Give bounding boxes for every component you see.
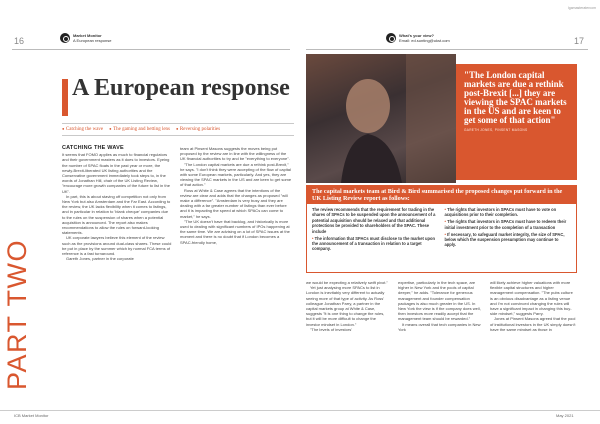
left-section-header [60, 33, 111, 43]
summary-bullet: • The rights that investors in SPACs must have to vote on acquisitions prior to their completion. [445, 207, 572, 218]
subtopic-item: ● Catching the wave [62, 126, 103, 132]
article-column-4 [398, 280, 482, 332]
paragraph: "The UK doesn't have that backlog, and historically is more used to dealing with significant numbers of IPOs happening at the same time. We are advising on a lot of SPAC issues at the moment and there is no doubt that if London becomes a SPAC-friendly home, [180, 218, 290, 245]
magnifier-icon [386, 33, 396, 43]
paragraph: "The levels of investors' [310, 326, 352, 332]
subtopic-item: ● Reversing polarities [176, 126, 220, 132]
summary-heading: The capital markets team at Bird & Bird summarised the proposed changes put forward in the UK Listing Review report as follows: [307, 186, 576, 204]
right-page-number: 17 [574, 36, 585, 46]
footer-rule [0, 410, 600, 411]
paragraph: expertise, particularly in the tech space, are higher in New York and the pools of capital deeper," he adds. "Tolerance for generous management and founder compensation packages is also much greater in the US. In New York the view is if the company does well, then investors more readily accept that the management team should be rewarded." [398, 280, 481, 322]
paragraph: "The London capital markets are due a rethink post-Brexit," he says. "I don't think they were accepting of the flow of capital with some European markets, particularly. And yes, they are viewing the SPAC markets in the US and are keen to get some of that action." [180, 161, 292, 188]
summary-bullet: • The information that SPACs must disclose to the market upon the announcement of a transaction in relation to a target company. [312, 236, 439, 252]
subtopics-bottom-rule [62, 135, 294, 136]
paragraph: Yet just analysing more SPACs to list in London is inevitably very different to actually seeing more of that type of activity. As Ross' colleague Jonathan Parry, a partner in the capital markets group at White & Case, suggests "it is one thing to change the rules, but it will be more difficult to change the investor mindset in London." [306, 285, 385, 327]
magnifier-icon [60, 33, 70, 43]
summary-bullet: • The rights that investors in SPACs must have to redeem their initial investment prior to the completion of a transaction [445, 219, 572, 230]
right-section-header [386, 33, 450, 43]
paragraph: Gareth Jones, partner in the corporate [66, 256, 134, 262]
paragraph: Jones at Pinsent Masons agreed that the pool of institutional investors in the UK simply doesn't have the same mindset as those in [490, 316, 576, 332]
article-column-2 [180, 146, 292, 245]
pull-quote-text: "The London capital markets are due a rethink post-Brexit [...] they are viewing the SPAC markets in the US and are keen to get some of that action" [464, 70, 567, 125]
left-section-subtitle: A European response [73, 38, 112, 43]
pull-quote-attribution: GARETH JONES, PINSENT MASONS [464, 128, 528, 132]
article-column-1 [62, 146, 172, 261]
right-section-email[interactable]: Email: ed.sunting@ukst.com [399, 38, 450, 43]
paragraph: It seems that FOMO applies as much to financial regulators and their government masters as it does to investors. Eyeing the number of SPAC floats in the past year or more, the newly-Brexit-liberated UK listing authorities and the Conservative government immediately took steps to, in the words of Jonathan Hill, chair of the UK Listing Review, "encourage more growth companies of the future to list in the UK". [62, 152, 170, 194]
summary-right-column [445, 207, 572, 253]
footer-date: May 2021 [556, 413, 574, 418]
summary-left-column [312, 207, 439, 253]
summary-box [306, 185, 577, 273]
right-section-title: What's your view? [399, 33, 434, 38]
left-page-number: 16 [14, 36, 25, 46]
article-column-5 [490, 280, 576, 332]
pull-quote [456, 64, 577, 180]
paragraph: team at Pinsent Masons suggests the moves being put proposed by the review are in line with the willingness of the UK financial authorities to try and be "everything to everyone". [180, 146, 290, 162]
paragraph: In part, this is about staving off competition not only from New York but also Amsterdam and the Far East. According to the review, the UK lacks flexibility when it comes to listings, and in particular in relation to 'blank cheque' companies due to the rules on the suspension of shares when a potential acquisition is announced. The report also makes recommendations to allow the rules on forward-looking statements. [62, 193, 171, 236]
header-url: lgamasteratercom [567, 6, 596, 10]
title-accent-bar [62, 79, 68, 116]
article-title: A European response [72, 75, 290, 101]
footer-publication: ICB Market Monitor [14, 413, 49, 418]
section-heading: CATCHING THE WAVE [62, 145, 124, 151]
paragraph: Ross at White & Case agrees that the intentions of the review are clear and adds that the changes as proposed "will make a difference". "Amsterdam is very busy and they are dealing with a far greater number of listings than ever before and it is impacting the speed at which SPACs can come to market," he says. [180, 187, 288, 219]
subtopics-top-rule [62, 123, 294, 124]
summary-item: The review recommends that the requirement for trading in the shares of SPACs to be suspended upon the announcement of a potential acquisition should be relaxed and that additional protections be provided to shareholders of the SPAC. These include [312, 207, 436, 234]
paragraph: It means overall that tech companies in New York [398, 321, 481, 332]
subtopics-list [62, 126, 298, 132]
portrait-photo [306, 54, 456, 183]
paragraph: we would be expecting a relatively swift pivot." [306, 280, 388, 285]
paragraph: will likely achieve higher valuations with more flexible capital structures and higher management compensation. "The pubs culture is an obvious disadvantage as a listing venue and I'm not convinced changing the rules will have a significant impact in changing this buy-side mindset," suggests Parry. [490, 280, 573, 317]
right-header-rule [306, 49, 588, 50]
subtopic-item: ● The gaming and betting lens [109, 126, 170, 132]
part-two-label: PART TWO [2, 238, 32, 390]
paragraph: UK corporate lawyers believe this element of the review such as the provisions around dual-class shares. These could be put in place by the summer which by normal FCA terms of reference is a fast turnaround. [62, 235, 172, 257]
summary-bullet: • If necessary, to safeguard market integrity, the size of SPAC, below which the suspension presumption may continue to apply. [445, 232, 572, 248]
article-column-3 [306, 280, 390, 332]
left-section-title: Market Monitor [73, 33, 102, 38]
left-header-rule [12, 49, 290, 50]
